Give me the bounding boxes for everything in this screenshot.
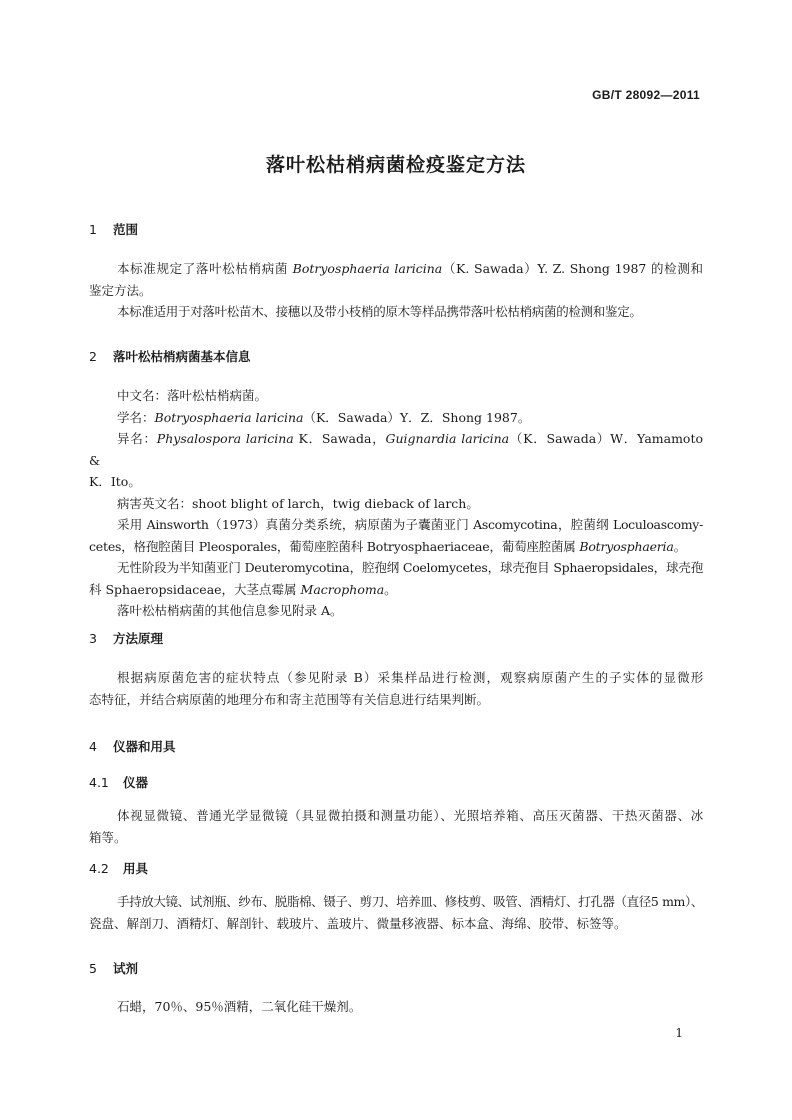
section-2-heading	[89, 347, 251, 365]
section-title: 用具	[123, 861, 149, 876]
section-title: 落叶松枯梢病菌基本信息	[113, 349, 251, 364]
scientific-name: 学名：Botryosphaeria laricina（K．Sawada）Y．Z．Shong 1987。	[117, 409, 531, 425]
section-number: 1	[89, 222, 97, 237]
taxonomy-line-2: cetes，格孢腔菌目 Pleosporales，葡萄座腔菌科 Botryosphaeriaceae，葡萄座腔菌属 Botryosphaeria。	[89, 538, 686, 554]
scope-line-1: 本标准规定了落叶松枯梢病菌 Botryosphaeria laricina（K. Sawada）Y. Z. Shong 1987 的检测和	[117, 261, 703, 276]
section-3-heading	[89, 629, 163, 647]
section-title: 试剂	[113, 961, 139, 976]
standard-number: GB/T 28092—2011	[592, 88, 700, 102]
reagents-paragraph: 石蜡，70％、95％酒精，二氧化硅干燥剂。	[117, 999, 362, 1014]
taxonomy-line-1: 采用 Ainsworth（1973）真菌分类系统，病原菌为子囊菌亚门 Ascomycotina，腔菌纲 Loculoascomy-	[117, 517, 703, 532]
section-title: 范围	[113, 222, 139, 237]
english-name: 病害英文名：shoot blight of larch，twig dieback of larch。	[117, 495, 479, 511]
document-title: 落叶松枯梢病菌检疫鉴定方法	[265, 154, 526, 176]
page-number: 1	[675, 1026, 683, 1040]
synonyms-line-1: 异名：Physalospora laricina K．Sawada，Guignardia laricina（K．Sawada）W．Yamamoto &	[89, 431, 704, 468]
section-number: 4.2	[89, 861, 109, 876]
basic-info-block	[89, 385, 703, 622]
principle-paragraph: 根据病原菌危害的症状特点（参见附录 B）采集样品进行检测，观察病原菌产生的子实体的显微形 态特征，并结合病原菌的地理分布和寄主范围等有关信息进行结果判断。	[89, 670, 703, 707]
section-4-heading	[89, 737, 176, 755]
section-number: 4	[89, 739, 97, 754]
section-number: 3	[89, 631, 97, 646]
chinese-name: 中文名：落叶松枯梢病菌。	[117, 388, 268, 403]
section-4-2-heading	[89, 859, 148, 877]
tools-paragraph: 手持放大镜、试剂瓶、纱布、脱脂棉、镊子、剪刀、培养皿、修枝剪、吸管、酒精灯、打孔器（直径5 mm）、 瓷盘、解剖刀、酒精灯、解剖针、载玻片、盖玻片、微量移液器、标本盒、海绵、胶带、标签等。	[89, 894, 703, 931]
section-5-heading	[89, 959, 138, 977]
scope-paragraph-2: 本标准适用于对落叶松苗木、接穗以及带小枝梢的原木等样品携带落叶松枯梢病菌的检测和鉴定。	[117, 304, 642, 319]
section-4-1-heading	[89, 773, 148, 791]
other-info: 落叶松枯梢病菌的其他信息参见附录 A。	[117, 603, 343, 618]
instruments-paragraph: 体视显微镜、普通光学显微镜（具显微拍摄和测量功能）、光照培养箱、高压灭菌器、干热灭菌器、冰 箱等。	[89, 808, 703, 845]
section-title: 方法原理	[113, 631, 164, 646]
section-1-heading	[89, 220, 138, 238]
anamorph-line-2: 科 Sphaeropsidaceae，大茎点霉属 Macrophoma。	[89, 581, 397, 597]
section-title: 仪器	[123, 775, 149, 790]
scope-line-2: 鉴定方法。	[89, 282, 152, 298]
section-number: 2	[89, 349, 97, 364]
anamorph-line-1: 无性阶段为半知菌亚门 Deuteromycotina，腔孢纲 Coelomycetes，球壳孢目 Sphaeropsidales，球壳孢	[117, 560, 703, 575]
section-number: 5	[89, 961, 97, 976]
section-number: 4.1	[89, 775, 109, 790]
section-title: 仪器和用具	[113, 739, 176, 754]
synonyms-line-2: K．Ito。	[89, 474, 141, 489]
scope-paragraph-1	[89, 258, 703, 323]
